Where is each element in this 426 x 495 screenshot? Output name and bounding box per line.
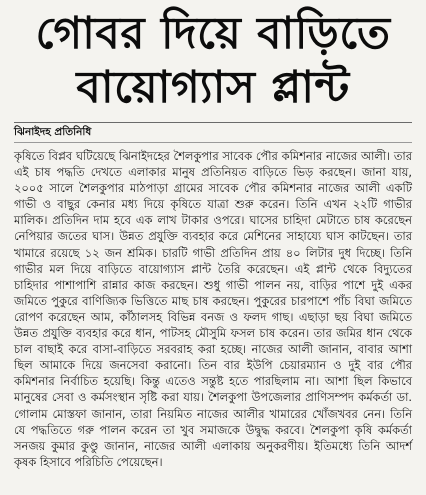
headline-line-2: বায়োগ্যাস প্লান্ট: [76, 62, 350, 113]
article-body: কৃষিতে বিপ্লব ঘটিয়েছে ঝিনাইদহের শৈলকুপার সাবেক পৌর কমিশনার নাজের আলী। তার এই চাষ পদ্ধতি দেখতে এলাকার মানুষ প্রতিনিয়ত বাড়িতে ভিড় করছেন। জানা যায়, ২০০৫ সালে শৈলকুপার মাঠপাড়া গ্রামের সাবেক পৌর কমিশনার নাজের আলী একটি গাভী ও বাছুর কেনার মধ্য দিয়ে কৃষিতে যাত্রা শুরু করেন। তিনি এখন ২২টি গাভীর মালিক। প্রতিদিন দাম হবে এক লাখ টাকার ওপরে। ঘাসের চাহিদা মেটাতে চাষ করেছেন নেপিয়ার জতের ঘাস। উন্নত প্রযুক্তি ব্যবহার করে মেশিনের সাহায্যে ঘাস কাটছেন। তার খামারে রয়েছে ১২ জন শ্রমিক। চারটি গাভী প্রতিদিন প্রায় ৪০ লিটার দুধ দিচ্ছে। তিনি গাভীর মল দিয়ে বাড়িতে বায়োগ্যাস প্লান্ট তৈরি করেছেন। এই প্লান্ট থেকে বিদ্যুতের চাহিদার পাশাপাশি রান্নার কাজ করছেন। শুধু গাভী পালন নয়, বাড়ির পাশে দুই একর জমিতে পুকুরে বাণিজ্যিক ভিত্তিতে মাছ চাষ করছেন। পুকুরের চারপাশে পাঁচ বিঘা জমিতে রোপণ করেছেন আম, কাঁঠালসহ বিভিন্ন বনজ ও ফলদ গাছ। এছাড়া ছয় বিঘা জমিতে উন্নত প্রযুক্তি ব্যবহার করে ধান, পাটসহ মৌসুমি ফসল চাষ করেন। তার জমির ধান থেকে চাল বাছাই করে বাসা-বাড়িতে সরবরাহ করা হচ্ছে। নাজের আলী জানান, বাবার আশা ছিল আমাকে দিয়ে জনসেবা করানো। তিন বার ইউপি চেয়ারম্যান ও দুই বার পৌর কমিশনার নির্বাচিত হয়েছি। কিন্তু এতেও সন্তুষ্ট হতে পারছিলাম না। আশা ছিল কিভাবে মানুষের সেবা ও কর্মসংস্থান সৃষ্টি করা যায়। শৈলকুপা উপজেলার প্রাণিসম্পদ কর্মকর্তা ডা. গোলাম মোস্তফা জানান, তারা নিয়মিত নাজের আলীর খামারের খোঁজখবর নেন। তিনি যে পদ্ধতিতে গরু পালন করেন তা খুব সমাজকে উদ্বুদ্ধ করবে। শৈলকুপা কৃষি কর্মকর্তা সনজয় কুমার কুণ্ডু জানান, নাজের আলী এলাকায় অনুকরণীয়। ইতিমধ্যে তিনি আদর্শ কৃষক হিসাবে পরিচিতি পেয়েছেন।: [14, 149, 412, 469]
byline: ঝিনাইদহ প্রতিনিধি: [14, 126, 92, 138]
byline-divider: [14, 142, 412, 143]
headline-line-1: গোবর দিয়ে বাড়িতে: [35, 8, 391, 59]
